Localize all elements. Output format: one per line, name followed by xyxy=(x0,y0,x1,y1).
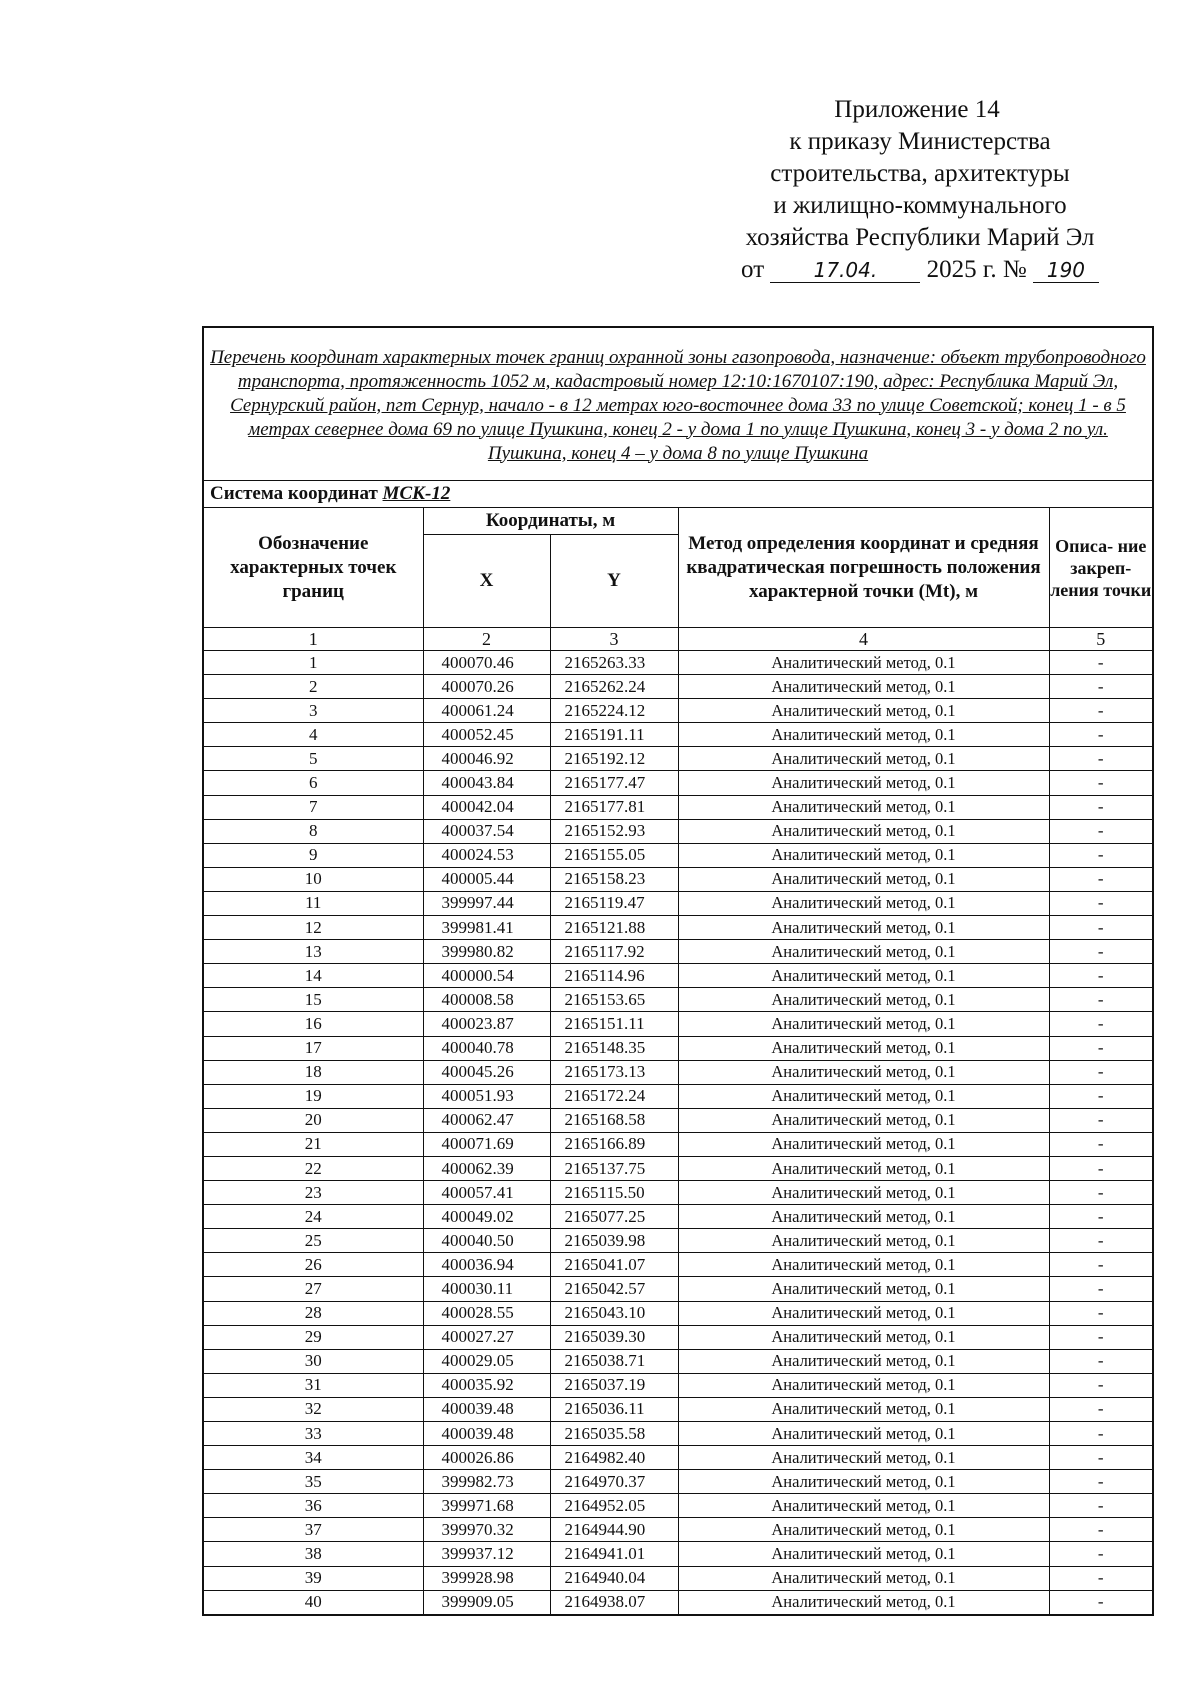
y-coordinate: 2165114.96 xyxy=(550,964,678,988)
x-coordinate: 400043.84 xyxy=(423,771,550,795)
description-cell: - xyxy=(1049,940,1153,964)
point-number: 26 xyxy=(203,1253,423,1277)
table-row xyxy=(203,1084,1153,1108)
ministry-name-line-2: и жилищно-коммунального xyxy=(773,192,1067,219)
description-cell: - xyxy=(1049,1181,1153,1205)
method-cell: Аналитический метод, 0.1 xyxy=(678,1012,1049,1036)
point-number: 15 xyxy=(203,988,423,1012)
column-number: 2 xyxy=(423,628,550,651)
column-number: 3 xyxy=(550,628,678,651)
method-cell: Аналитический метод, 0.1 xyxy=(678,1253,1049,1277)
y-coordinate: 2164952.05 xyxy=(550,1494,678,1518)
y-coordinate: 2165148.35 xyxy=(550,1036,678,1060)
appendix-number: Приложение 14 xyxy=(834,96,1000,123)
description-cell: - xyxy=(1049,675,1153,699)
method-cell: Аналитический метод, 0.1 xyxy=(678,675,1049,699)
y-coordinate: 2165041.07 xyxy=(550,1253,678,1277)
x-coordinate: 400062.47 xyxy=(423,1108,550,1132)
table-row xyxy=(203,1277,1153,1301)
point-number: 37 xyxy=(203,1518,423,1542)
table-row xyxy=(203,1229,1153,1253)
y-coordinate: 2165037.19 xyxy=(550,1373,678,1397)
method-cell: Аналитический метод, 0.1 xyxy=(678,1494,1049,1518)
x-coordinate: 400046.92 xyxy=(423,747,550,771)
method-cell: Аналитический метод, 0.1 xyxy=(678,1060,1049,1084)
date-prefix: от xyxy=(741,256,765,283)
method-cell: Аналитический метод, 0.1 xyxy=(678,1229,1049,1253)
point-number: 13 xyxy=(203,940,423,964)
method-cell: Аналитический метод, 0.1 xyxy=(678,1277,1049,1301)
table-row xyxy=(203,1494,1153,1518)
y-coordinate: 2165177.47 xyxy=(550,771,678,795)
method-cell: Аналитический метод, 0.1 xyxy=(678,1156,1049,1180)
x-coordinate: 399982.73 xyxy=(423,1470,550,1494)
method-cell: Аналитический метод, 0.1 xyxy=(678,964,1049,988)
method-cell: Аналитический метод, 0.1 xyxy=(678,771,1049,795)
point-number: 31 xyxy=(203,1373,423,1397)
y-coordinate: 2165192.12 xyxy=(550,747,678,771)
x-coordinate: 400040.50 xyxy=(423,1229,550,1253)
y-coordinate: 2164938.07 xyxy=(550,1590,678,1615)
description-cell: - xyxy=(1049,1156,1153,1180)
description-cell: - xyxy=(1049,723,1153,747)
y-coordinate: 2164941.01 xyxy=(550,1542,678,1566)
x-coordinate: 400027.27 xyxy=(423,1325,550,1349)
ministry-name-line-1: строительства, архитектуры xyxy=(770,160,1070,187)
method-cell: Аналитический метод, 0.1 xyxy=(678,843,1049,867)
point-number: 29 xyxy=(203,1325,423,1349)
table-row xyxy=(203,795,1153,819)
col-header-method: Метод определения координат и средняя квадратическая погрешность положения характерной точки (Mt), м xyxy=(678,508,1049,628)
description-cell: - xyxy=(1049,916,1153,940)
x-coordinate: 400061.24 xyxy=(423,699,550,723)
y-coordinate: 2165173.13 xyxy=(550,1060,678,1084)
y-coordinate: 2165117.92 xyxy=(550,940,678,964)
x-coordinate: 399909.05 xyxy=(423,1590,550,1615)
table-row xyxy=(203,1132,1153,1156)
point-number: 2 xyxy=(203,675,423,699)
method-cell: Аналитический метод, 0.1 xyxy=(678,1470,1049,1494)
x-coordinate: 400037.54 xyxy=(423,819,550,843)
method-cell: Аналитический метод, 0.1 xyxy=(678,1566,1049,1590)
description-cell: - xyxy=(1049,1012,1153,1036)
table-row xyxy=(203,1470,1153,1494)
col-header-x: X xyxy=(423,535,550,628)
table-row xyxy=(203,1325,1153,1349)
description-cell: - xyxy=(1049,867,1153,891)
method-cell: Аналитический метод, 0.1 xyxy=(678,1590,1049,1615)
y-coordinate: 2165152.93 xyxy=(550,819,678,843)
table-row xyxy=(203,1253,1153,1277)
col-header-designation: Обозначение характерных точек границ xyxy=(203,508,423,628)
table-row xyxy=(203,771,1153,795)
x-coordinate: 400000.54 xyxy=(423,964,550,988)
method-cell: Аналитический метод, 0.1 xyxy=(678,1301,1049,1325)
method-cell: Аналитический метод, 0.1 xyxy=(678,723,1049,747)
y-coordinate: 2165166.89 xyxy=(550,1132,678,1156)
point-number: 32 xyxy=(203,1397,423,1421)
description-cell: - xyxy=(1049,819,1153,843)
y-coordinate: 2165039.30 xyxy=(550,1325,678,1349)
description-cell: - xyxy=(1049,1566,1153,1590)
description-cell: - xyxy=(1049,1349,1153,1373)
description-cell: - xyxy=(1049,1494,1153,1518)
x-coordinate: 400026.86 xyxy=(423,1446,550,1470)
y-coordinate: 2165224.12 xyxy=(550,699,678,723)
y-coordinate: 2165119.47 xyxy=(550,891,678,915)
table-row xyxy=(203,1181,1153,1205)
point-number: 14 xyxy=(203,964,423,988)
method-cell: Аналитический метод, 0.1 xyxy=(678,819,1049,843)
point-number: 8 xyxy=(203,819,423,843)
point-number: 38 xyxy=(203,1542,423,1566)
table-row xyxy=(203,723,1153,747)
x-coordinate: 400049.02 xyxy=(423,1205,550,1229)
description-cell: - xyxy=(1049,1277,1153,1301)
x-coordinate: 400039.48 xyxy=(423,1397,550,1421)
y-coordinate: 2165177.81 xyxy=(550,795,678,819)
point-number: 9 xyxy=(203,843,423,867)
table-row xyxy=(203,1373,1153,1397)
y-coordinate: 2165151.11 xyxy=(550,1012,678,1036)
x-coordinate: 400036.94 xyxy=(423,1253,550,1277)
x-coordinate: 399980.82 xyxy=(423,940,550,964)
y-coordinate: 2165263.33 xyxy=(550,651,678,675)
col-header-y: Y xyxy=(550,535,678,628)
x-coordinate: 400028.55 xyxy=(423,1301,550,1325)
description-cell: - xyxy=(1049,1205,1153,1229)
point-number: 28 xyxy=(203,1301,423,1325)
point-number: 6 xyxy=(203,771,423,795)
description-cell: - xyxy=(1049,1301,1153,1325)
point-number: 11 xyxy=(203,891,423,915)
x-coordinate: 399981.41 xyxy=(423,916,550,940)
x-coordinate: 400040.78 xyxy=(423,1036,550,1060)
table-row xyxy=(203,1590,1153,1615)
table-row xyxy=(203,988,1153,1012)
method-cell: Аналитический метод, 0.1 xyxy=(678,747,1049,771)
x-coordinate: 400071.69 xyxy=(423,1132,550,1156)
y-coordinate: 2165043.10 xyxy=(550,1301,678,1325)
col-header-coordinates: Координаты, м xyxy=(423,508,678,535)
method-cell: Аналитический метод, 0.1 xyxy=(678,1084,1049,1108)
method-cell: Аналитический метод, 0.1 xyxy=(678,1036,1049,1060)
description-cell: - xyxy=(1049,1470,1153,1494)
point-number: 4 xyxy=(203,723,423,747)
description-cell: - xyxy=(1049,1373,1153,1397)
point-number: 7 xyxy=(203,795,423,819)
y-coordinate: 2165153.65 xyxy=(550,988,678,1012)
table-row xyxy=(203,1518,1153,1542)
point-number: 36 xyxy=(203,1494,423,1518)
y-coordinate: 2165262.24 xyxy=(550,675,678,699)
description-cell: - xyxy=(1049,699,1153,723)
method-cell: Аналитический метод, 0.1 xyxy=(678,1325,1049,1349)
point-number: 5 xyxy=(203,747,423,771)
y-coordinate: 2165121.88 xyxy=(550,916,678,940)
method-cell: Аналитический метод, 0.1 xyxy=(678,988,1049,1012)
table-row xyxy=(203,891,1153,915)
coordinate-system-row xyxy=(203,481,1153,508)
method-cell: Аналитический метод, 0.1 xyxy=(678,651,1049,675)
x-coordinate: 400042.04 xyxy=(423,795,550,819)
point-number: 24 xyxy=(203,1205,423,1229)
table-row xyxy=(203,699,1153,723)
table-row xyxy=(203,1108,1153,1132)
y-coordinate: 2165172.24 xyxy=(550,1084,678,1108)
method-cell: Аналитический метод, 0.1 xyxy=(678,1397,1049,1421)
point-number: 27 xyxy=(203,1277,423,1301)
method-cell: Аналитический метод, 0.1 xyxy=(678,1446,1049,1470)
x-coordinate: 400045.26 xyxy=(423,1060,550,1084)
table-row xyxy=(203,747,1153,771)
x-coordinate: 400062.39 xyxy=(423,1156,550,1180)
description-cell: - xyxy=(1049,1229,1153,1253)
description-cell: - xyxy=(1049,1060,1153,1084)
column-number: 5 xyxy=(1049,628,1153,651)
point-number: 22 xyxy=(203,1156,423,1180)
x-coordinate: 399971.68 xyxy=(423,1494,550,1518)
point-number: 12 xyxy=(203,916,423,940)
method-cell: Аналитический метод, 0.1 xyxy=(678,1373,1049,1397)
point-number: 35 xyxy=(203,1470,423,1494)
point-number: 20 xyxy=(203,1108,423,1132)
order-reference-line: к приказу Министерства xyxy=(789,128,1051,155)
description-cell: - xyxy=(1049,1446,1153,1470)
table-row xyxy=(203,675,1153,699)
point-number: 33 xyxy=(203,1422,423,1446)
x-coordinate: 400070.26 xyxy=(423,675,550,699)
description-cell: - xyxy=(1049,1422,1153,1446)
method-cell: Аналитический метод, 0.1 xyxy=(678,891,1049,915)
coordinate-system-value: МСК-12 xyxy=(382,483,451,504)
col-header-description: Описа- ние закреп- ления точки xyxy=(1049,508,1153,628)
y-coordinate: 2165042.57 xyxy=(550,1277,678,1301)
y-coordinate: 2165137.75 xyxy=(550,1156,678,1180)
column-number-row xyxy=(203,628,1153,651)
method-cell: Аналитический метод, 0.1 xyxy=(678,1518,1049,1542)
ministry-name-line-3: хозяйства Республики Марий Эл xyxy=(745,224,1095,251)
method-cell: Аналитический метод, 0.1 xyxy=(678,1542,1049,1566)
point-number: 34 xyxy=(203,1446,423,1470)
point-number: 19 xyxy=(203,1084,423,1108)
order-date-line xyxy=(700,254,1140,286)
y-coordinate: 2164944.90 xyxy=(550,1518,678,1542)
y-coordinate: 2165158.23 xyxy=(550,867,678,891)
point-number: 25 xyxy=(203,1229,423,1253)
description-cell: - xyxy=(1049,1590,1153,1615)
x-coordinate: 400024.53 xyxy=(423,843,550,867)
table-row xyxy=(203,1301,1153,1325)
x-coordinate: 400052.45 xyxy=(423,723,550,747)
point-number: 40 xyxy=(203,1590,423,1615)
description-cell: - xyxy=(1049,891,1153,915)
x-coordinate: 399937.12 xyxy=(423,1542,550,1566)
point-number: 23 xyxy=(203,1181,423,1205)
method-cell: Аналитический метод, 0.1 xyxy=(678,699,1049,723)
description-cell: - xyxy=(1049,1253,1153,1277)
x-coordinate: 399997.44 xyxy=(423,891,550,915)
table-row xyxy=(203,1060,1153,1084)
y-coordinate: 2165168.58 xyxy=(550,1108,678,1132)
table-row xyxy=(203,1205,1153,1229)
table-row xyxy=(203,940,1153,964)
description-cell: - xyxy=(1049,795,1153,819)
x-coordinate: 400008.58 xyxy=(423,988,550,1012)
description-cell: - xyxy=(1049,1132,1153,1156)
column-number: 4 xyxy=(678,628,1049,651)
description-cell: - xyxy=(1049,747,1153,771)
point-number: 16 xyxy=(203,1012,423,1036)
description-cell: - xyxy=(1049,988,1153,1012)
method-cell: Аналитический метод, 0.1 xyxy=(678,1132,1049,1156)
table-row xyxy=(203,1349,1153,1373)
table-row xyxy=(203,964,1153,988)
table-row xyxy=(203,867,1153,891)
table-row xyxy=(203,819,1153,843)
description-cell: - xyxy=(1049,1397,1153,1421)
table-row xyxy=(203,843,1153,867)
table-title-text: Перечень координат характерных точек границ охранной зоны газопровода, назначение: объект трубопроводного транспорта, протяженность 1052 м, кадастровый номер 12:10:1670107:190, адрес: Республика Марий Эл, Сернурский район, пгт Сернур, начало - в 12 метрах юго-восточнее дома 33 по улице Советской; конец 1 - в 5 метрах севернее дома 69 по улице Пушкина, конец 2 - у дома 1 по улице Пушкина, конец 3 - у дома 2 по ул. Пушкина, конец 4 – у дома 8 по улице Пушкина xyxy=(210,346,1146,464)
table-row xyxy=(203,1012,1153,1036)
point-number: 30 xyxy=(203,1349,423,1373)
x-coordinate: 400057.41 xyxy=(423,1181,550,1205)
description-cell: - xyxy=(1049,1084,1153,1108)
handwritten-order-number: 190 xyxy=(1033,258,1099,283)
table-row xyxy=(203,1542,1153,1566)
description-cell: - xyxy=(1049,1108,1153,1132)
table-row xyxy=(203,1156,1153,1180)
y-coordinate: 2165155.05 xyxy=(550,843,678,867)
y-coordinate: 2164970.37 xyxy=(550,1470,678,1494)
table-row xyxy=(203,1036,1153,1060)
y-coordinate: 2165038.71 xyxy=(550,1349,678,1373)
table-row xyxy=(203,916,1153,940)
year-text: 2025 г. № xyxy=(926,256,1027,283)
table-row xyxy=(203,1566,1153,1590)
x-coordinate: 400029.05 xyxy=(423,1349,550,1373)
description-cell: - xyxy=(1049,1325,1153,1349)
handwritten-date: 17.04. xyxy=(770,258,920,283)
point-number: 18 xyxy=(203,1060,423,1084)
x-coordinate: 400051.93 xyxy=(423,1084,550,1108)
point-number: 17 xyxy=(203,1036,423,1060)
y-coordinate: 2165039.98 xyxy=(550,1229,678,1253)
y-coordinate: 2165035.58 xyxy=(550,1422,678,1446)
method-cell: Аналитический метод, 0.1 xyxy=(678,916,1049,940)
y-coordinate: 2165115.50 xyxy=(550,1181,678,1205)
point-number: 10 xyxy=(203,867,423,891)
method-cell: Аналитический метод, 0.1 xyxy=(678,1181,1049,1205)
x-coordinate: 399970.32 xyxy=(423,1518,550,1542)
method-cell: Аналитический метод, 0.1 xyxy=(678,867,1049,891)
x-coordinate: 400070.46 xyxy=(423,651,550,675)
y-coordinate: 2164982.40 xyxy=(550,1446,678,1470)
method-cell: Аналитический метод, 0.1 xyxy=(678,1422,1049,1446)
method-cell: Аналитический метод, 0.1 xyxy=(678,1349,1049,1373)
description-cell: - xyxy=(1049,1518,1153,1542)
column-number: 1 xyxy=(203,628,423,651)
point-number: 3 xyxy=(203,699,423,723)
x-coordinate: 400035.92 xyxy=(423,1373,550,1397)
method-cell: Аналитический метод, 0.1 xyxy=(678,1108,1049,1132)
table-title xyxy=(203,327,1153,481)
point-number: 21 xyxy=(203,1132,423,1156)
method-cell: Аналитический метод, 0.1 xyxy=(678,940,1049,964)
description-cell: - xyxy=(1049,651,1153,675)
table-row xyxy=(203,1446,1153,1470)
y-coordinate: 2165077.25 xyxy=(550,1205,678,1229)
description-cell: - xyxy=(1049,964,1153,988)
description-cell: - xyxy=(1049,1542,1153,1566)
x-coordinate: 400005.44 xyxy=(423,867,550,891)
description-cell: - xyxy=(1049,843,1153,867)
x-coordinate: 400039.48 xyxy=(423,1422,550,1446)
coordinate-system-label: Система координат xyxy=(210,483,378,504)
y-coordinate: 2165036.11 xyxy=(550,1397,678,1421)
table-row xyxy=(203,651,1153,675)
description-cell: - xyxy=(1049,771,1153,795)
y-coordinate: 2165191.11 xyxy=(550,723,678,747)
point-number: 39 xyxy=(203,1566,423,1590)
point-number: 1 xyxy=(203,651,423,675)
table-row xyxy=(203,1397,1153,1421)
method-cell: Аналитический метод, 0.1 xyxy=(678,795,1049,819)
description-cell: - xyxy=(1049,1036,1153,1060)
table-row xyxy=(203,1422,1153,1446)
appendix-header xyxy=(700,94,1140,286)
method-cell: Аналитический метод, 0.1 xyxy=(678,1205,1049,1229)
x-coordinate: 400023.87 xyxy=(423,1012,550,1036)
x-coordinate: 399928.98 xyxy=(423,1566,550,1590)
coordinates-table xyxy=(202,326,1154,1616)
y-coordinate: 2164940.04 xyxy=(550,1566,678,1590)
x-coordinate: 400030.11 xyxy=(423,1277,550,1301)
